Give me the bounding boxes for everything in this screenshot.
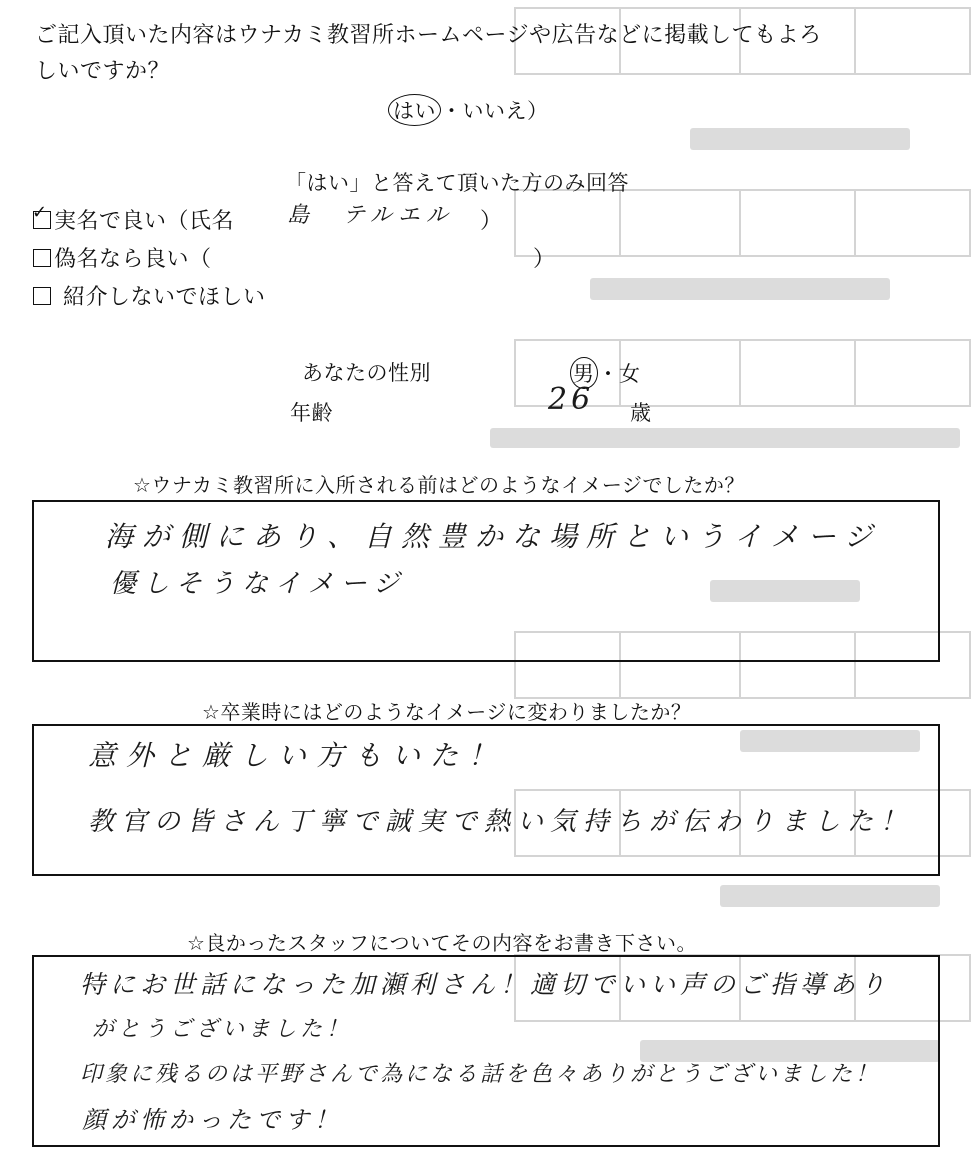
consent-answer: [388, 94, 549, 126]
q3-answer-line2: がとうございました！: [92, 1017, 353, 1042]
handwritten-name: 島 テルエル: [287, 203, 454, 228]
q1-title: ☆ウナカミ教習所に入所される前はどのようなイメージでしたか？: [133, 473, 745, 497]
age-label: 年齢: [290, 401, 333, 425]
q3-answer-line4: 顔が怖かったです！: [82, 1106, 343, 1134]
gender-label: あなたの性別: [302, 361, 431, 385]
consent-question-line2: しいですか？: [35, 59, 171, 84]
pseudonym-checkbox[interactable]: [33, 249, 51, 267]
q2-title: ☆卒業時にはどのようなイメージに変わりましたか？: [202, 700, 692, 724]
real-name-checkbox[interactable]: [32, 202, 51, 229]
name-section-heading: 「はい」と答えて頂いた方のみ回答: [285, 171, 629, 195]
answer-no[interactable]: いいえ）: [462, 99, 549, 123]
pseudonym-close-paren: ）: [533, 247, 556, 272]
answer-yes-circled[interactable]: はい: [388, 94, 441, 126]
option-no-intro[interactable]: [33, 280, 266, 311]
consent-question-line1: ご記入頂いた内容はウナカミ教習所ホームページや広告などに掲載してもよろ: [35, 23, 822, 48]
q3-title: ☆良かったスタッフについてその内容をお書き下さい。: [187, 931, 698, 955]
real-name-close-paren: ）: [480, 209, 503, 234]
q2-answer-line2: 教官の皆さん丁寧で誠実で熱い気持ちが伝わりました！: [88, 807, 914, 837]
q2-answer-line1: 意外と厳しい方もいた！: [88, 739, 507, 772]
option-real-name-label: 実名で良い（氏名: [54, 209, 235, 234]
check-mark-icon: ✓: [32, 202, 48, 223]
age-unit: 歳: [630, 401, 652, 425]
gender-male-circled[interactable]: 男: [570, 357, 598, 389]
age-value: 26: [548, 382, 595, 417]
q1-answer-line2: 優しそうなイメージ: [110, 569, 407, 599]
option-real-name[interactable]: [33, 204, 234, 235]
option-no-intro-label: 紹介しないでほしい: [63, 285, 266, 310]
answer-separator: ・: [441, 99, 463, 123]
q1-answer-line1: 海が側にあり、自然豊かな場所というイメージ: [105, 520, 882, 553]
q3-answer-line3: 印象に残るのは平野さんで為になる話を色々ありがとうございました！: [80, 1062, 881, 1087]
gender-separator: ・: [597, 362, 619, 386]
q3-answer-line1: 特にお世話になった加瀬利さん！適切でいい声のご指導あり: [80, 970, 891, 999]
option-pseudonym[interactable]: [33, 242, 212, 273]
option-pseudonym-label: 偽名なら良い（: [54, 247, 212, 272]
gender-female[interactable]: 女: [619, 362, 641, 386]
no-intro-checkbox[interactable]: [33, 287, 51, 305]
